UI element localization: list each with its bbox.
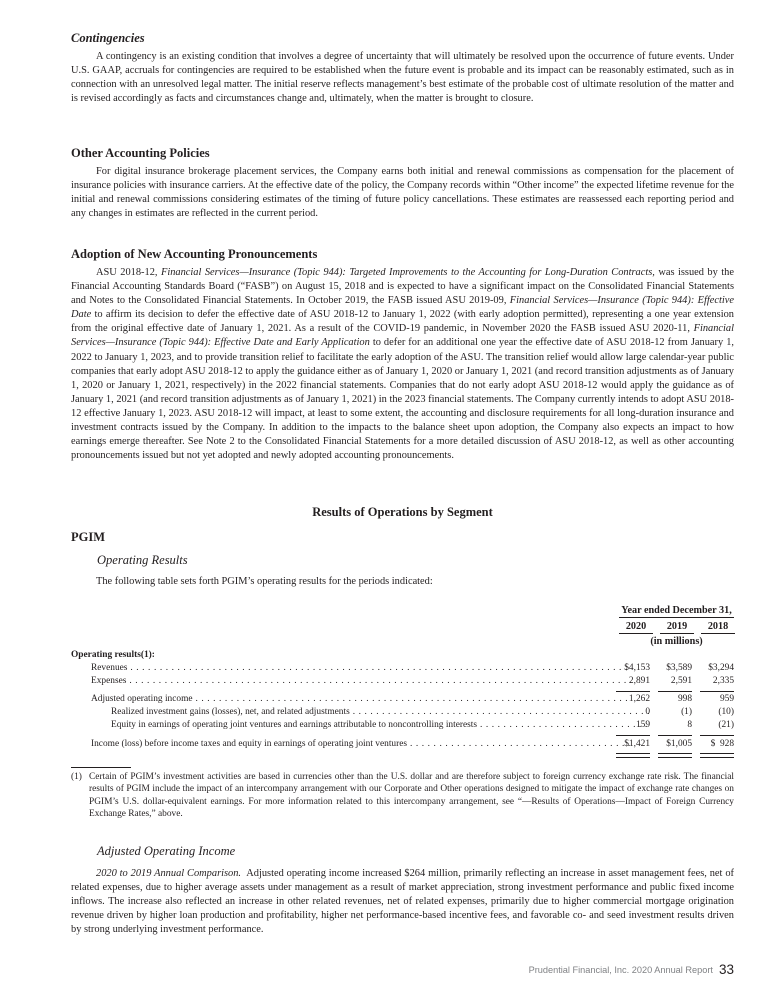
heading-results-by-segment: Results of Operations by Segment bbox=[312, 505, 493, 519]
subtotal-rule bbox=[658, 735, 692, 736]
table-row-adjusted-operating-income: Adjusted operating income . . . 1,262 998 959 bbox=[71, 694, 734, 707]
table-row-realized-gains: Realized investment gains (losses), net, and related adjustments . . . 0 (1) (10) bbox=[71, 707, 734, 720]
adoption-text: ASU 2018-12, Financial Services—Insurance (Topic 944): Targeted Improvements to the Accounting for Long-Duration Contracts, was issued by the Financial Accounting Standards Board (“FASB”) on August 15, 2018 and is expected to have a significant impact on the Consolidated Financial Statements and Notes to the Consolidated Financial Statements. In October 2019, the FASB issued ASU 2019-09, Financial Services—Insurance (Topic 944): Effective Date to affirm its decision to defer the effective date of ASU 2018-12 to January 1, 2022 (with early adoption permitted), representing a one year extension from the original effective date of January 1, 2021. As a result of the COVID-19 pandemic, in November 2020 the FASB issued ASU 2020-11, Financial Services—Insurance (Topic 944): Effective Date and Early Application to defer for an additional one year the effective date of ASU 2018-12 from January 1, 2022 to January 1, 2023, and to provide transition relief to facilitate the early adoption of the ASU. The transition relief would allow large calendar-year public companies that early adopt ASU 2018-12 to apply the guidance either as of January 1, 2020 or January 1, 2021 (and record transition adjustments as of January 1, 2020 or January 1, 2021, respectively) in the 2022 financial statements. Companies that do not early adopt ASU 2018-12 would apply the guidance as of January 1, 2021 (and record transition adjustments as of January 1, 2021) in the 2023 financial statements. The Company currently intends to adopt ASU 2018-12 effective January 1, 2023. ASU 2018-12 will impact, at least to some extent, the accounting and disclosure requirements for all long-duration insurance and investment contracts issued by the Company. In addition to the impacts to the balance sheet upon adoption, the Company also expects an impact to how earnings emerge thereafter. See Note 2 to the Consolidated Financial Statements for a more detailed discussion of ASU 2018-12, as well as other accounting pronouncements issued but not yet adopted and newly adopted accounting pronouncements. bbox=[71, 267, 734, 462]
table-header-unit: (in millions) bbox=[650, 636, 703, 647]
heading-adoption-new-pronouncements: Adoption of New Accounting Pronouncements bbox=[71, 247, 318, 261]
heading-contingencies: Contingencies bbox=[71, 31, 145, 45]
table-group-label: Operating results(1): bbox=[71, 650, 155, 660]
subtotal-rule bbox=[658, 691, 692, 692]
table-row-income-before-taxes: Income (loss) before income taxes and equity in earnings of operating joint ventures . . . $1,421 $1,005 $ 928 bbox=[71, 739, 734, 752]
total-double-rule bbox=[616, 753, 650, 758]
footnote-1 bbox=[71, 771, 734, 820]
other-policies-paragraph bbox=[71, 165, 734, 221]
footnote-text: Certain of PGIM’s investment activities are based in currencies other than the U.S. dollar and are therefore subject to foreign currency exchange rate risk. The financial results of PGIM include the impact of an intercompany arrangement with our Corporate and Other operations designed to mitigate the impact of exchange rate changes on PGIM’s U.S. dollar-equivalent earnings. For more information related to this intercompany arrangement, see “—Results of Operations—Impact of Foreign Currency Exchange Rates,” above. bbox=[89, 772, 734, 819]
table-row-revenues: Revenues . . . $4,153 $3,589 $3,294 bbox=[71, 663, 734, 676]
subtotal-rule bbox=[700, 691, 734, 692]
report-title: Prudential Financial, Inc. 2020 Annual Report bbox=[528, 965, 713, 975]
footnote-marker: (1) bbox=[71, 772, 82, 782]
adoption-paragraph bbox=[71, 266, 734, 463]
subtotal-rule bbox=[616, 735, 650, 736]
heading-other-accounting-policies: Other Accounting Policies bbox=[71, 146, 210, 160]
page-number: 33 bbox=[718, 962, 734, 977]
page-footer bbox=[529, 962, 734, 977]
total-double-rule bbox=[658, 753, 692, 758]
subtotal-rule bbox=[616, 691, 650, 692]
heading-segment-pgim: PGIM bbox=[71, 530, 106, 544]
contingencies-paragraph bbox=[71, 50, 734, 106]
operating-results-intro: The following table sets forth PGIM’s operating results for the periods indicated: bbox=[96, 576, 433, 587]
table-header-period: Year ended December 31, bbox=[619, 605, 734, 618]
adjusted-income-text: 2020 to 2019 Annual Comparison. Adjusted operating income increased $264 million, primarily reflecting an increase in asset management fees, net of related expenses, due to higher average assets under management as a result of market appreciation, strong investment performance and public fixed income inflows. The increase also reflected an increase in other related revenues, net of related expenses, primarily due to higher commercial mortgage origination revenue driven by higher loan production and profitability, higher net performance-based incentive fees, and favorable co- and seed investment results driven by strong underlying investment performance. bbox=[71, 868, 737, 936]
table-header-year-2020: 2020 bbox=[619, 621, 653, 634]
table-row-expenses: Expenses . . . 2,891 2,591 2,335 bbox=[71, 676, 734, 689]
adjusted-income-paragraph bbox=[71, 867, 737, 937]
total-double-rule bbox=[700, 753, 734, 758]
table-header-year-2018: 2018 bbox=[701, 621, 735, 634]
footnote-divider bbox=[71, 767, 131, 768]
table-header-year-2019: 2019 bbox=[660, 621, 694, 634]
heading-operating-results: Operating Results bbox=[97, 553, 188, 567]
heading-adjusted-operating-income: Adjusted Operating Income bbox=[97, 844, 236, 858]
contingencies-text: A contingency is an existing condition that involves a degree of uncertainty that will ultimately be resolved upon the occurrence of future events. Under U.S. GAAP, accruals for contingencies are required to be established when the future event is probable and its impact can be reasonably estimated, such as in connection with an unresolved legal matter. The initial reserve reflects management’s best estimate of the probable cost of ultimate resolution of the matter and is revised accordingly as facts and circumstances change and, ultimately, when the matter is brought to closure. bbox=[71, 51, 734, 105]
table-row-equity-in-earnings: Equity in earnings of operating joint ventures and earnings attributable to noncontrolling interests . . . 159 8 (21) bbox=[71, 720, 734, 733]
subtotal-rule bbox=[700, 735, 734, 736]
other-policies-text: For digital insurance brokerage placement services, the Company earns both initial and renewal commissions as compensation for the placement of insurance policies with insurance carriers. At the effective date of the policy, the Company records within “Other income” the expected lifetime revenue for the initial and renewal commissions considering estimates of the timing of future policy cancellations. These estimates are reassessed each reporting period and any changes in estimates are reflected in the current period. bbox=[71, 166, 734, 220]
